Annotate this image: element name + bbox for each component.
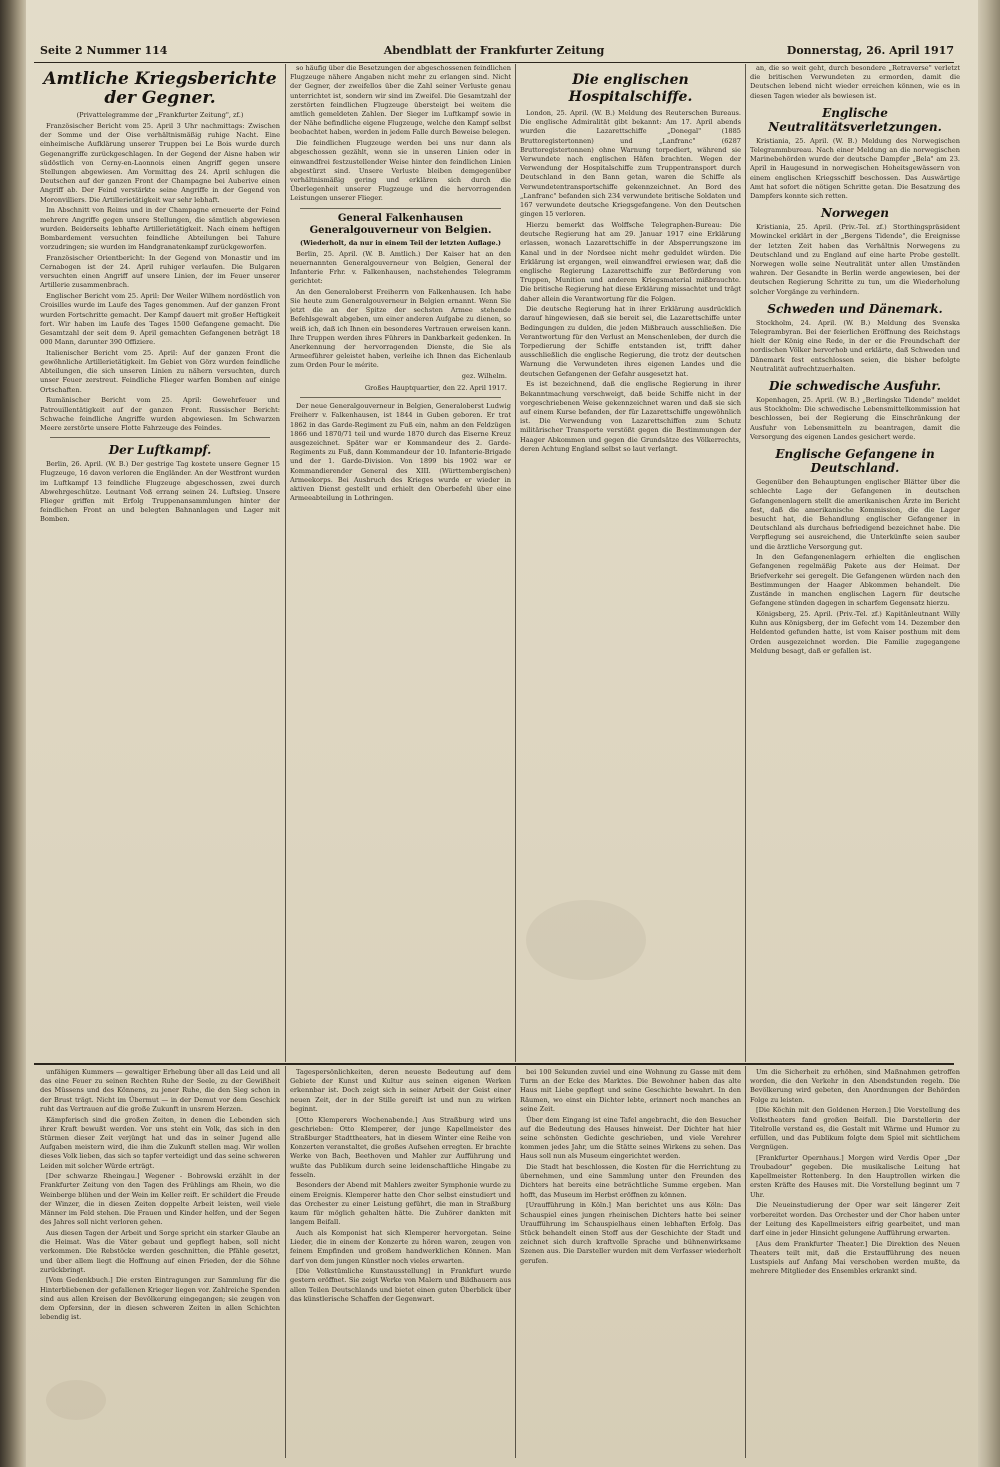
newspaper-title: Abendblatt der Frankfurter Zeitung [383,44,605,57]
paragraph: an, die so weit geht, durch besondere „Retraverse" verletzt die britischen Verwundeten zu ermorden, damit die Deutschen lebend nicht wieder erreichen können, wie es in diesen Tagen wieder als bewiesen ist. [750,64,960,100]
section-heading: Die schwedische Ausfuhr. [769,379,941,394]
next-page-edge [978,0,1000,1467]
paragraph: Königsberg, 25. April. (Priv.-Tel. zf.) Kapitänleutnant Willy Kuhn aus Königsberg, der im Gefecht vom 14. Dezember den Heldentod gefunden hatte, ist vom Kaiser posthum mit dem Orden ausgezeichnet worden. Die Familie zugegangene Meldung besagt, daß er gefallen ist. [750,609,960,655]
paragraph: Berlin, 25. April. (W. B. Amtlich.) Der Kaiser hat an den neuernannten Generalgouverneur von Belgien, General der Infanterie Frhr. v. Falkenhausen, nachstehendes Telegramm gerichtet: [290,249,511,286]
column-rule [515,64,516,1062]
column-rule [285,64,286,1062]
article-title: General Falkenhausen Generalgouverneur von Belgien. [309,212,492,236]
paragraph: Kristiania, 25. April. (Priv.-Tel. zf.) Storthingspräsident Mowinckel erklärt in der „Bergens Tidende", die Ereignisse der letzten Zeit haben das Verhältnis Norwegens zu Deutschland und zu England auf eine harte Probe gestellt. Norwegen wolle seine Neutralität unter allen Umständen wahren. Der Gesandte in Berlin werde angewiesen, bei der deutschen Regierung Schritte zu tun, um die Wiederholung solcher Vorgänge zu verhindern. [750,223,960,296]
column-rule [745,1066,746,1458]
paragraph: [Uraufführung in Köln.] Man berichtet uns aus Köln: Das Schauspiel eines jungen rheinischen Dichters hatte bei seiner Uraufführung im Schauspielhaus einen lebhaften Erfolg. Das Stück behandelt einen Stoff aus der Geschichte der Stadt und zeichnet sich durch kraftvolle Sprache und bühnenwirksame Szenen aus. Die Darsteller wurden mit dem Verfasser wiederholt gerufen. [520,1201,741,1265]
paragraph: [Vom Gedenkbuch.] Die ersten Eintragungen zur Sammlung für die Hinterbliebenen der gefallenen Krieger liegen vor. Zahlreiche Spenden sind aus allen Kreisen der Bevölkerung eingegangen; sie zeugen von dem Opfersinn, der in diesen schweren Zeiten in allen Schichten lebendig ist. [40,1276,280,1322]
column-rule [745,64,746,1062]
paragraph: [Otto Klemperers Wochenabende.] Aus Straßburg wird uns geschrieben: Otto Klemperer, der junge Kapellmeister des Straßburger Stadttheaters, hat in diesem Winter eine Reihe von Konzerten veranstaltet, die großes Aufsehen erregten. Er brachte Werke von Bach, Beethoven und Mahler zur Aufführung und wußte das Publikum durch seine leidenschaftliche Hingabe zu fesseln. [290,1115,511,1179]
column-rule [285,1066,286,1458]
paragraph: bei 100 Sekunden zuviel und eine Wohnung zu Gasse mit dem Turm an der Ecke des Marktes. Die Bewohner haben das alte Haus mit Liebe gepflegt und seine Geschichte bewahrt. In den Räumen, wo einst ein Dichter lebte, erinnert noch manches an seine Zeit. [520,1068,741,1113]
article-title: Die englischen Hospitalschiffe. [568,72,693,105]
paragraph: Die Stadt hat beschlossen, die Kosten für die Herrichtung zu übernehmen, und eine Sammlung unter den Freunden des Dichters hat bereits eine beträchtliche Summe ergeben. Man hofft, das Museum im Herbst eröffnen zu können. [520,1163,741,1199]
paragraph: [Frankfurter Opernhaus.] Morgen wird Verdis Oper „Der Troubadour" gegeben. Die musikalische Leitung hat Kapellmeister Rottenberg. In den Hauptrollen wirken die ersten Kräfte des Hauses mit. Die Vorstellung beginnt um 7 Uhr. [750,1153,960,1199]
paragraph: Italienischer Bericht vom 25. April: Auf der ganzen Front die gewöhnliche Artillerietätigkeit. Im Gebiet von Görz wurden feindliche Abteilungen, die sich unseren Linien zu nähern versuchten, durch unser Feuer zerstreut. Feindliche Flieger warfen Bomben auf einige Ortschaften. [40,348,280,394]
paragraph: Auch als Komponist hat sich Klemperer hervorgetan. Seine Lieder, die in einem der Konzerte zu hören waren, zeugen von feinem Empfinden und großem handwerklichen Können. Man darf von dem jungen Künstler noch vieles erwarten. [290,1228,511,1265]
paragraph: Rumänischer Bericht vom 25. April: Gewehrfeuer und Patrouillentätigkeit auf der ganzen Front. Russischer Bericht: Schwache feindliche Angriffe wurden abgewiesen. Im Schwarzen Meere zerstörte unsere Flotte Fahrzeuge des Feindes. [40,396,280,432]
paragraph: unfähigen Kummers — gewaltiger Erhebung über all das Leid und all das eine Feuer zu seinen Rechten Ruhe der Seele, zu der Gewißheit des Müssens und des Könnens, zu jener Ruhe, die den Sieg schon in der Brust trägt. Nicht im Übermut — in der Demut vor dem Geschick ruht das Vertrauen auf die große Zukunft in unsrem Herzen. [40,1068,280,1113]
feuilleton-column-3 [520,1068,741,1456]
paragraph: so häufig über die Besetzungen der abgeschossenen feindlichen Flugzeuge nähere Angaben nicht mehr zu erlangen sind. Nicht der Gegner, der zweifellos über die Zahl seiner Verluste genau unterrichtet ist, sondern wir sind im Zweifel. Die Gesamtzahl der zerstörten feindlichen Flugzeuge übersteigt bei weitem die amtlich gemeldeten Zahlen. Der Sieger im Luftkampf sowie in der Nähe befindliche eigene Flugzeuge, welche den Kampf selbst beobachtet haben, werden in jedem Falle durch Beweise belegen. [290,64,511,137]
paragraph: [Aus dem Frankfurter Theater.] Die Direktion des Neuen Theaters teilt mit, daß die Erstaufführung des neuen Lustspiels auf Anfang Mai verschoben werden mußte, da mehrere Mitglieder des Ensembles erkrankt sind. [750,1239,960,1276]
signature: gez. Wilhelm. [461,372,507,381]
header-rule [34,62,954,63]
paragraph: Besonders der Abend mit Mahlers zweiter Symphonie wurde zu einem Ereignis. Klemperer hatte den Chor selbst einstudiert und das Orchester zu einer Leistung geführt, die man in Straßburg kaum für möglich gehalten hätte. Die Zuhörer dankten mit langem Beifall. [290,1181,511,1227]
paragraph: Stockholm, 24. April. (W. B.) Meldung des Svenska Telegrambyran. Bei der feierlichen Eröffnung des Reichstags hielt der König eine Rede, in der er die Freundschaft der nordischen Völker hervorhob und erklärte, daß Schweden und Dänemark fest entschlossen seien, die bisher befolgte Neutralität aufrechtzuerhalten. [750,318,960,373]
article-note: (Wiederholt, da nur in einem Teil der letzten Auflage.) [299,238,502,247]
feuilleton-column-1 [40,1068,280,1456]
paragraph: Gegenüber den Behauptungen englischer Blätter über die schlechte Lage der Gefangenen in deutschen Gefangenenlagern stellt die amerikanischen Ärzte im Bericht fest, daß die amerikanische Kommission, die die Lager besucht hat, die Behandlung englischer Gefangener in Deutschland als durchaus befriedigend bezeichnet habe. Die Verpflegung sei ausreichend, die Unterkünfte seien sauber und die ärztliche Versorgung gut. [750,478,960,551]
paragraph: Berlin, 26. April. (W. B.) Der gestrige Tag kostete unsere Gegner 15 Flugzeuge, 16 davon verloren die Engländer. An der Westfront wurden im Luftkampf 13 feindliche Flugzeuge abgeschossen, zwei durch Abwehrgeschütze. Leutnant Voß errang seinen 24. Luftsieg. Unsere Flieger griffen mit Erfolg Truppenansammlungen hinter der feindlichen Front an und belegten Bahnanlagen und Lager mit Bomben. [40,460,280,524]
paragraph: Tagespersönlichkeiten, deren neueste Bedeutung auf dem Gebiete der Kunst und Kultur aus seinen eigenen Werken erkennbar ist. Doch zeigt sich in seiner Arbeit der Geist einer neuen Zeit, der in der Stille gereift ist und nun zu wirken beginnt. [290,1068,511,1113]
paragraph: [Die Köchin mit den Goldenen Herzen.] Die Vorstellung des Volkstheaters fand großen Beifall. Die Darstellerin der Titelrolle verstand es, die Gestalt mit Wärme und Humor zu erfüllen, und das Publikum folgte dem Spiel mit sichtlichem Vergnügen. [750,1106,960,1152]
page-header [34,44,954,60]
paragraph: Der neue Generalgouverneur in Belgien, Generaloberst Ludwig Freiherr v. Falkenhausen, ist 1844 in Guben geboren. Er trat 1862 in das Garde-Regiment zu Fuß ein, nahm an den Feldzügen 1866 und 1870/71 teil und wurde 1870 durch das Eiserne Kreuz ausgezeichnet. Später war er Kommandeur des 2. Garde-Regiments zu Fuß, dann Kommandeur der 10. Infanterie-Brigade und der 1. Garde-Division. Von 1899 bis 1902 war er Kommandierender General des XIII. (Württembergischen) Armeekorps. Bei Ausbruch des Krieges wurde er wieder in aktiven Dienst gestellt und erhielt den Oberbefehl über eine Armeeabteilung in Lothringen. [290,402,511,503]
paragraph: Die Neueinstudierung der Oper war seit längerer Zeit vorbereitet worden. Das Orchester und der Chor haben unter der Leitung des Kapellmeisters eifrig gearbeitet, und man darf eine in jeder Hinsicht gelungene Aufführung erwarten. [750,1201,960,1237]
paragraph: Über dem Eingang ist eine Tafel angebracht, die den Besucher auf die Bedeutung des Hauses hinweist. Der Dichter hat hier seine schönsten Gedichte geschrieben, und viele Verehrer kommen jedes Jahr, um die Stätte seines Wirkens zu sehen. Das Haus soll nun als Museum eingerichtet werden. [520,1115,741,1161]
section-rule [300,397,501,398]
paragraph: London, 25. April. (W. B.) Meldung des Reuterschen Bureaus. Die englische Admiralität gibt bekannt: Am 17. April abends wurden die Lazarettschiffe „Donegal" (1885 Bruttoregistertonnen) und „Lanfranc" (6287 Bruttoregistertonnen) ohne Warnung torpediert, während sie Verwundete nach englischen Häfen brachten. Wegen der Verwendung der Hospitalschiffe zum Truppentransport durch Deutschland in den Bann getan, waren die Schiffe als Verwundetentransportschiffe gekennzeichnet. An Bord des „Lanfranc" befanden sich 234 verwundete britische Soldaten und 167 verwundete deutsche Kriegsgefangene. Von den Deutschen gingen 15 verloren. [520,109,741,219]
feuilleton-column-2 [290,1068,511,1456]
section-rule [300,208,501,209]
column-hospital-ships [520,64,741,1060]
paragraph: Kopenhagen, 25. April. (W. B.) „Berlingske Tidende" meldet aus Stockholm: Die schwedische Lebensmittelkommission hat beschlossen, bei der Regierung die Einschränkung der Ausfuhr von Lebensmitteln zu beantragen, damit die Versorgung des eigenen Landes gesichert werde. [750,396,960,441]
column-war-reports [40,64,280,1060]
paragraph: [Die Volkstümliche Kunstausstellung] in Frankfurt wurde gestern eröffnet. Sie zeigt Werke von Malern und Bildhauern aus allen Teilen Deutschlands und bietet einen guten Überblick über das künstlerische Schaffen der Gegenwart. [290,1267,511,1303]
paragraph: Es ist bezeichnend, daß die englische Regierung in ihrer Bekanntmachung verschweigt, daß beide Schiffe nicht in der vorgeschriebenen Weise gekennzeichnet waren und daß sie sich auf einem Kurse befanden, der für Lazarettschiffe ungewöhnlich ist. Die Verwendung von Lazarettschiffen zum Schutz militärischer Transporte verstößt gegen die Bestimmungen der Haager Abkommen und gegen die Grundsätze des Völkerrechts, deren Achtung England selbst so laut verlangt. [520,380,741,453]
column-neutrals [750,64,960,1060]
paragraph: In den Gefangenenlagern erhielten die englischen Gefangenen regelmäßig Pakete aus der Heimat. Der Briefverkehr sei geregelt. Die Gefangenen würden nach den Bestimmungen der Haager Abkommen behandelt. Die Zustände in manchen englischen Lagern für deutsche Gefangene stünden dagegen in scharfem Gegensatz hierzu. [750,553,960,608]
paragraph: [Der schwarze Rheingau.] Wegener - Bobrowski erzählt in der Frankfurter Zeitung von den Tagen des Frühlings am Rhein, wo die Weinberge blühen und der Wein im Keller reift. Er schildert die Freude der Winzer, die in diesen Zeiten doppelte Arbeit leisten, weil viele Männer im Feld stehen. Die Frauen und Kinder helfen, und der Segen des Jahres soll nicht verloren gehen. [40,1172,280,1227]
section-heading: Der Luftkampf. [108,443,212,458]
paragraph: Französischer Orientbericht: In der Gegend von Monastir und im Cernabogen ist der 24. April ruhiger verlaufen. Die Bulgaren versuchten einen Angriff auf unsere Linien, der im Feuer unserer Artillerie zusammenbrach. [40,253,280,290]
paragraph: Französischer Bericht vom 25. April 3 Uhr nachmittags: Zwischen der Somme und der Oise verhältnismäßig ruhige Nacht. Eine einheimische Aufklärung unserer Truppen bei Le Bois wurde durch Gegenangriffe zurückgeschlagen. In der Gegend der Aisne haben wir südöstlich von Cerny-en-Laonnois einen Angriff gegen unsere Stellungen abgewiesen. Am Vormittag des 24. April schlugen die Deutschen auf der ganzen Front der Champagne bei Auberive einen Angriff ab. Der Feind verstärkte seine Angriffe in der Gegend von Moronvilliers. Die Artillerietätigkeit war sehr lebhaft. [40,122,280,204]
book-binding-shadow [0,0,26,1467]
paragraph: Kristiania, 25. April. (W. B.) Meldung des Norwegischen Telegrammbureau. Nach einer Meldung an die norwegischen Marinebehörden wurde der deutsche Dampfer „Bela" am 23. April in Haugesund in norwegischen Hoheitsgewässern von einem englischen Kriegsschiff beschossen. Das Auswärtige Amt hat sofort die nötigen Schritte getan. Die Besatzung des Dampfers konnte sich retten. [750,136,960,201]
column-air-war-falkenhausen [290,64,511,1060]
paragraph: Hierzu bemerkt das Wolffsche Telegraphen-Bureau: Die deutsche Regierung hat am 29. Januar 1917 eine Erklärung erlassen, wonach Lazarettschiffe in der Absperrungszone im Kanal und in der Nordsee nicht mehr geduldet würden. Die Erklärung ist ergangen, weil einwandfrei erwiesen war, daß die englische Regierung Lazarettschiffe zur Beförderung von Truppen, Munition und anderem Kriegsmaterial mißbrauchte. Die britische Regierung hat diese Erklärung missachtet und trägt daher allein die Verantwortung für die Folgen. [520,220,741,303]
column-rule [515,1066,516,1458]
paragraph: Die deutsche Regierung hat in ihrer Erklärung ausdrücklich darauf hingewiesen, daß sie bereit sei, die Lazarettschiffe unter Bedingungen zu dulden, die jeden Mißbrauch ausschließen. Die Verantwortung für den Verlust an Menschenleben, der durch die Torpedierung der Schiffe entstanden ist, trifft daher ausschließlich die englische Regierung, die trotz der deutschen Warnung die Verwundeten ihres eigenen Landes und die deutschen Gefangenen der Gefahr ausgesetzt hat. [520,305,741,378]
paragraph: Um die Sicherheit zu erhöhen, sind Maßnahmen getroffen worden, die den Verkehr in den Abendstunden regeln. Die Bevölkerung wird gebeten, den Anordnungen der Behörden Folge zu leisten. [750,1068,960,1104]
paragraph: Die feindlichen Flugzeuge werden bei uns nur dann als abgeschossen gezählt, wenn sie in unseren Linien oder in einwandfrei festzustellender Weise hinter den feindlichen Linien abgestürzt sind. Unsere Verluste bleiben demgegenüber verhältnismäßig gering und erklären sich durch die Überlegenheit unserer Flugzeuge und die hervorragenden Leistungen unserer Flieger. [290,139,511,203]
paragraph: Im Abschnitt von Reims und in der Champagne erneuerte der Feind mehrere Angriffe gegen unsere Stellungen, die sämtlich abgewiesen wurden. Beiderseits lebhafte Artillerietätigkeit. Nach einem heftigen Bombardement versuchten feindliche Abteilungen bei Tahure vorzudringen; sie wurden im Handgranatenkampf zurückgeworfen. [40,206,280,252]
paragraph: Kämpferisch sind die großen Zeiten, in denen die Lebenden sich ihrer Kraft bewußt werden. Vor uns steht ein Volk, das sich in den Stürmen dieser Zeit verjüngt hat und das in seiner Jugend alle Aufgaben meistern wird, die ihm die Zukunft stellen mag. Wir wollen dieses Volk lieben, das sich so tapfer verteidigt und das seine schweren Leiden mit solcher Würde erträgt. [40,1115,280,1170]
paragraph: Aus diesen Tagen der Arbeit und Sorge spricht ein starker Glaube an die Heimat. Was die Väter gebaut und gepflegt haben, soll nicht verkommen. Die Rebstöcke werden geschnitten, die Pfähle gesetzt, und über allem liegt die Hoffnung auf einen Frieden, der die Söhne zurückbringt. [40,1228,280,1274]
section-heading: Norwegen [820,206,889,221]
paragraph: Englischer Bericht vom 25. April: Der Weiler Wilhem nordöstlich von Croisilles wurde im Laufe des Tages genommen. Auf der ganzen Front wurden Fortschritte gemacht. Der Kampf dauert mit großer Heftigkeit fort. Wir haben im Laufe des Tages 1500 Gefangene gemacht. Die Gesamtzahl der seit dem 9. April gemachten Gefangenen beträgt 18 000 Mann, darunter 390 Offiziere. [40,292,280,347]
article-subtitle: (Privattelegramme der „Frankfurter Zeitung", zf.) [76,111,244,119]
section-heading: Englische Gefangene in Deutschland. [775,447,935,476]
section-heading: Englische Neutralitätsverletzungen. [768,105,942,134]
section-rule [50,437,270,438]
dateline: Großes Hauptquartier, den 22. April 1917. [364,384,507,393]
feuilleton-separator [34,1063,954,1065]
page-number-label: Seite 2 Nummer 114 [40,44,168,57]
feuilleton-column-4 [750,1068,960,1456]
issue-date: Donnerstag, 26. April 1917 [786,44,954,57]
paragraph: An den Generaloberst Freiherrn von Falkenhausen. Ich habe Sie heute zum Generalgouverneur in Belgien ernannt. Wenn Sie jetzt die an der Spitze der sechsten Armee stehende Befehlsgewalt abgeben, um einer anderen Aufgabe zu dienen, so weiß ich, daß ich Ihnen ein besonderes Vertrauen erweisen kann. Ihre Truppen werden ihres Führers in Dankbarkeit gedenken. In Anerkennung der hervorragenden Dienste, die Sie als Armeeführer geleistet haben, verleihe ich Ihnen das Eichenlaub zum Orden Pour le mérite. [290,287,511,370]
article-title: Amtliche Kriegsberichte der Gegner. [43,69,277,108]
section-heading: Schweden und Dänemark. [767,301,943,316]
